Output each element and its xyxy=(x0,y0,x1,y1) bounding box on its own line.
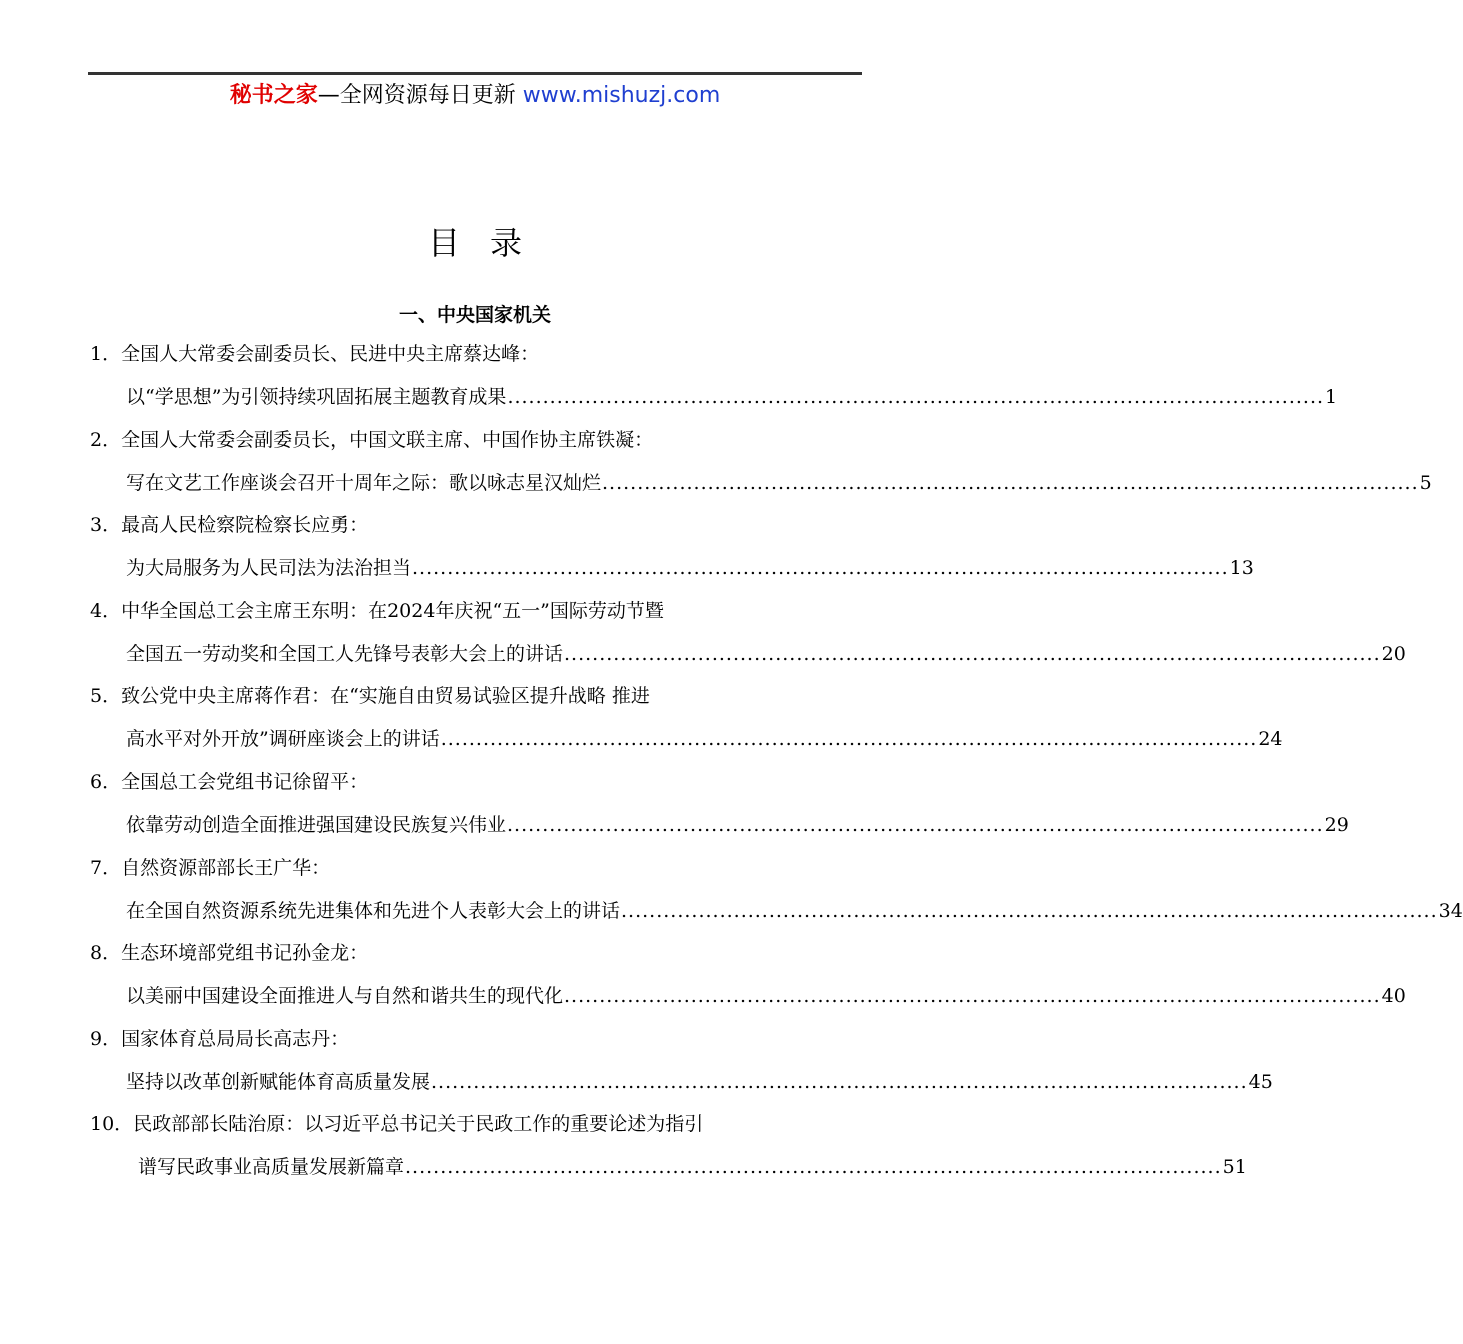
toc-page-number: 51 xyxy=(1222,1156,1247,1179)
toc-page-number: 13 xyxy=(1229,557,1254,580)
toc-entry-author xyxy=(90,597,664,625)
toc-entry-number: 7． xyxy=(90,856,122,879)
brand-name: 秘书之家 xyxy=(229,83,318,108)
toc-entry-link[interactable] xyxy=(138,1153,1247,1181)
toc-author-text: 致公党中央主席蒋作君：在“实施自由贸易试验区提升战略 推进 xyxy=(121,685,650,708)
toc-page-number: 40 xyxy=(1381,985,1406,1008)
toc-entry-title: 全国五一劳动奖和全国工人先锋号表彰大会上的讲话 xyxy=(126,642,564,665)
toc-leader-dots: .................................................................................................................... xyxy=(405,1156,1222,1179)
toc-entry-link[interactable] xyxy=(126,640,1406,668)
toc-author-text: 全国人大常委会副委员长、民进中央主席蔡达峰： xyxy=(121,343,540,365)
toc-author-text: 国家体育总局局长高志丹： xyxy=(121,1027,350,1050)
toc-leader-dots: .................................................................................................................... xyxy=(431,1070,1248,1093)
toc-author-text: 全国总工会党组书记徐留平： xyxy=(121,771,369,793)
toc-page-number: 34 xyxy=(1438,899,1463,922)
toc-entry-link[interactable] xyxy=(126,554,1254,582)
toc-author-text: 生态环境部党组书记孙金龙： xyxy=(121,942,369,965)
toc-entry-link[interactable] xyxy=(126,811,1349,839)
toc-entry-author xyxy=(90,939,368,967)
toc-entry-link[interactable] xyxy=(126,982,1406,1010)
toc-entry-title: 谱写民政事业高质量发展新篇章 xyxy=(138,1156,405,1179)
header-rule xyxy=(88,72,862,75)
toc-leader-dots: .................................................................................................................... xyxy=(507,814,1324,836)
toc-author-text: 全国人大常委会副委员长，中国文联主席、中国作协主席铁凝： xyxy=(121,428,654,451)
toc-entry-author xyxy=(90,1110,703,1138)
site-banner xyxy=(0,80,950,112)
toc-leader-dots: .................................................................................................................... xyxy=(602,471,1419,494)
toc-author-text: 最高人民检察院检察长应勇： xyxy=(121,514,369,537)
toc-entry-number: 6． xyxy=(90,771,122,793)
toc-entry-number: 9． xyxy=(90,1027,122,1050)
toc-entry-number: 5． xyxy=(90,685,122,708)
toc-page-number: 29 xyxy=(1324,814,1349,836)
toc-entry-link[interactable] xyxy=(126,897,1463,925)
toc-entry-number: 3． xyxy=(90,514,122,537)
toc-entry-title: 以“学思想”为引领持续巩固拓展主题教育成果 xyxy=(126,386,507,408)
site-url-link[interactable]: www.mishuzj.com xyxy=(522,83,721,108)
toc-page-number: 24 xyxy=(1258,728,1283,751)
toc-leader-dots: .................................................................................................................... xyxy=(440,728,1258,751)
toc-entry-link[interactable] xyxy=(126,725,1283,753)
toc-entry-link[interactable] xyxy=(126,469,1432,497)
toc-entry-number: 8． xyxy=(90,942,122,965)
toc-entry-author xyxy=(90,854,330,882)
page-title: 目录 xyxy=(427,224,552,262)
toc-entry-link[interactable] xyxy=(126,1068,1273,1096)
section-heading: 一、中央国家机关 xyxy=(398,304,551,326)
toc-entry-title: 高水平对外开放”调研座谈会上的讲话 xyxy=(126,728,440,751)
toc-entry-author xyxy=(90,426,653,454)
toc-author-text: 自然资源部部长王广华： xyxy=(121,856,331,879)
toc-page-number: 5 xyxy=(1419,471,1432,494)
toc-page-number: 45 xyxy=(1248,1070,1273,1093)
toc-entry-author xyxy=(90,1025,349,1053)
toc-author-text: 中华全国总工会主席王东明：在2024年庆祝“五一”国际劳动节暨 xyxy=(121,599,664,622)
toc-entry-number: 10． xyxy=(90,1113,134,1136)
toc-page-number: 20 xyxy=(1381,642,1406,665)
toc-leader-dots: .................................................................................................................... xyxy=(412,557,1229,580)
toc-leader-dots: .................................................................................................................... xyxy=(564,642,1381,665)
toc-entry-title: 在全国自然资源系统先进集体和先进个人表彰大会上的讲话 xyxy=(126,899,621,922)
toc-entry-number: 2． xyxy=(90,428,122,451)
toc-leader-dots: .................................................................................................................... xyxy=(564,985,1381,1008)
toc-author-text: 民政部部长陆治原：以习近平总书记关于民政工作的重要论述为指引 xyxy=(133,1113,704,1136)
toc-entry-number: 1． xyxy=(90,343,122,365)
toc-entry-author xyxy=(90,511,368,539)
toc-entry-author xyxy=(90,768,368,796)
toc-entry-title: 为大局服务为人民司法为法治担当 xyxy=(126,557,412,580)
toc-entry-title: 坚持以改革创新赋能体育高质量发展 xyxy=(126,1070,431,1093)
toc-entry-number: 4． xyxy=(90,599,122,622)
toc-leader-dots: .................................................................................................................... xyxy=(621,899,1438,922)
toc-entry-link[interactable] xyxy=(126,383,1338,411)
toc-entry-author xyxy=(90,682,650,710)
toc-entry-author xyxy=(90,340,539,368)
toc-entry-title: 以美丽中国建设全面推进人与自然和谐共生的现代化 xyxy=(126,985,564,1008)
toc-entry-title: 写在文艺工作座谈会召开十周年之际：歌以咏志星汉灿烂 xyxy=(126,471,602,494)
toc-entry-title: 依靠劳动创造全面推进强国建设民族复兴伟业 xyxy=(126,814,507,836)
toc-leader-dots: .................................................................................................................... xyxy=(507,386,1325,408)
toc-page-number: 1 xyxy=(1325,386,1338,408)
banner-tagline: —全网资源每日更新 xyxy=(317,83,516,108)
